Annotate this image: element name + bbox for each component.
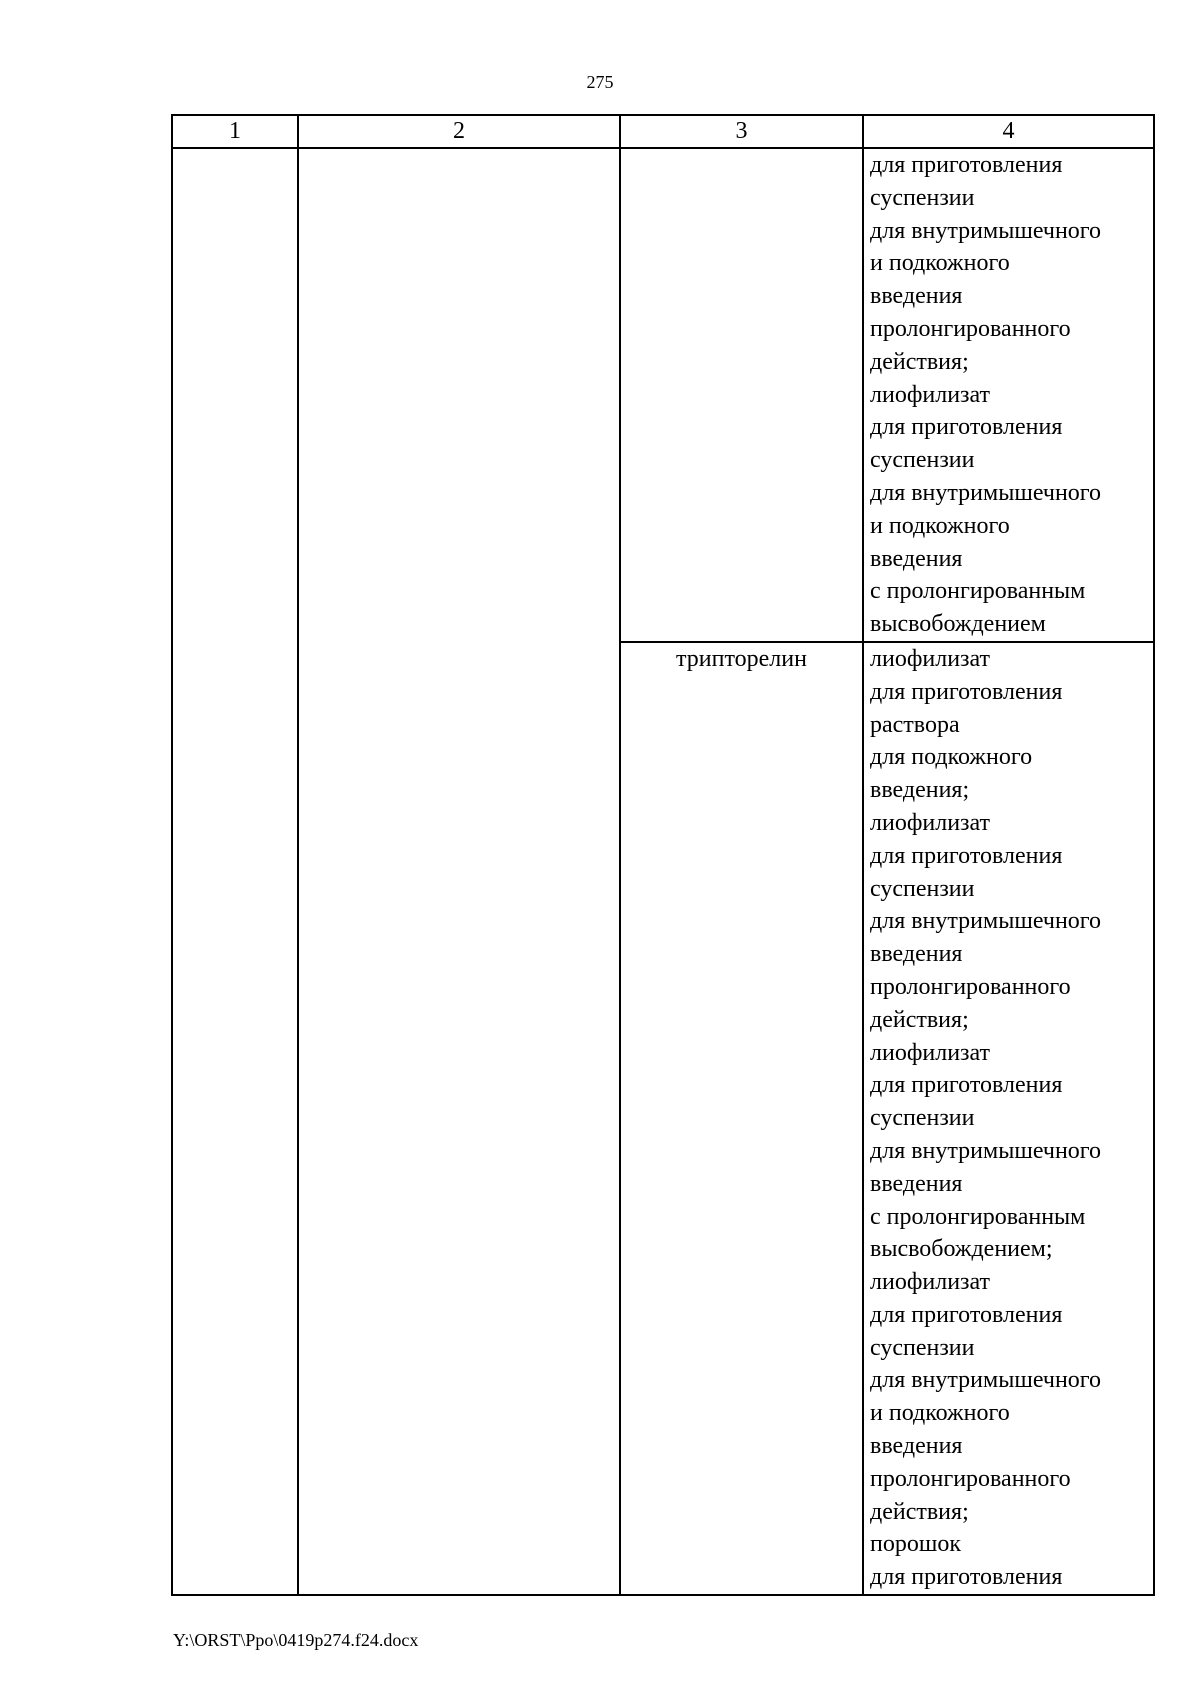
dosage-form-line: действия; [870, 1006, 969, 1033]
dosage-form-line: действия; [870, 348, 969, 375]
dosage-form-line: суспензии [870, 1105, 975, 1132]
dosage-form-line: для приготовления [870, 842, 1063, 869]
dosage-form-line: для приготовления [870, 152, 1063, 178]
dosage-form-line: для приготовления [870, 678, 1063, 705]
dosage-form-line: для внутримышечного [870, 217, 1102, 244]
column-header-1: 1 [172, 115, 298, 148]
dosage-form-line: суспензии [870, 875, 975, 902]
dosage-form-line: раствора [870, 711, 960, 738]
dosage-form-line: пролонгированного [870, 1465, 1071, 1492]
code-cell [172, 148, 298, 1595]
dosage-form-line: лиофилизат [870, 809, 991, 836]
medication-table [171, 114, 1155, 1596]
page-number: 275 [586, 72, 614, 92]
dosage-form-line: лиофилизат [870, 1269, 991, 1296]
dosage-form-cell [863, 642, 1154, 1595]
dosage-form-line: для приготовления [870, 1564, 1063, 1591]
dosage-form-line: действия; [870, 1498, 969, 1525]
dosage-form-line: и подкожного [870, 250, 1010, 277]
group-name-cell [298, 148, 620, 1595]
column-header-4: 4 [863, 115, 1154, 148]
dosage-form-line: для приготовления [870, 1072, 1063, 1099]
dosage-form-line: и подкожного [870, 512, 1010, 539]
dosage-form-line: для приготовления [870, 1301, 1063, 1328]
dosage-form-line: порошок [870, 1531, 961, 1558]
dosage-form-line: для внутримышечного [870, 1367, 1102, 1394]
dosage-form-line: введения [870, 1433, 963, 1460]
dosage-form-line: для внутримышечного [870, 908, 1102, 935]
dosage-form-line: лиофилизат [870, 645, 991, 672]
file-path-footer: Y:\ORST\Ppo\0419p274.f24.docx [173, 1630, 419, 1650]
dosage-form-line: введения [870, 283, 963, 310]
dosage-form-line: введения [870, 545, 963, 572]
dosage-form-line: лиофилизат [870, 381, 991, 408]
dosage-form-line: с пролонгированным [870, 578, 1086, 605]
dosage-form-line: для внутримышечного [870, 479, 1102, 506]
dosage-form-line: введения; [870, 777, 970, 804]
dosage-form-line: и подкожного [870, 1400, 1010, 1427]
column-header-2: 2 [298, 115, 620, 148]
column-header-3: 3 [620, 115, 863, 148]
dosage-form-line: для подкожного [870, 744, 1033, 771]
dosage-form-line: для приготовления [870, 414, 1063, 441]
dosage-form-line: для внутримышечного [870, 1137, 1102, 1164]
dosage-form-line: высвобождением; [870, 1236, 1053, 1263]
dosage-form-line: с пролонгированным [870, 1203, 1086, 1230]
table-header-row [172, 115, 1154, 148]
drug-name-cell [620, 148, 863, 642]
drug-name-cell: трипторелин [620, 642, 863, 1595]
dosage-form-cell [863, 148, 1154, 642]
dosage-form-line: пролонгированного [870, 315, 1071, 342]
dosage-form-line: введения [870, 1170, 963, 1197]
table-row [172, 148, 1154, 642]
dosage-form-line: высвобождением [870, 611, 1046, 638]
dosage-form-line: введения [870, 941, 963, 968]
dosage-form-line: суспензии [870, 447, 975, 474]
dosage-form-line: суспензии [870, 184, 975, 211]
dosage-form-line: лиофилизат [870, 1039, 991, 1066]
dosage-form-line: суспензии [870, 1334, 975, 1361]
dosage-form-line: пролонгированного [870, 973, 1071, 1000]
